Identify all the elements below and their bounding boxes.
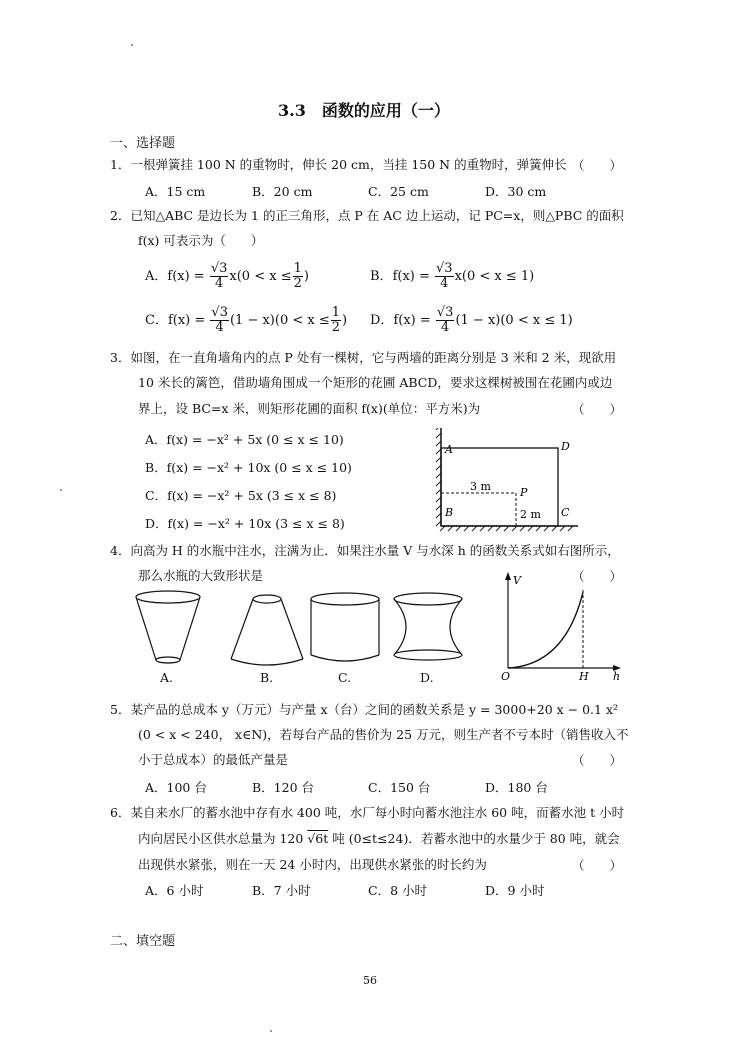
q6-line3: 出现供水紧张，则在一天 24 小时内，出现供水紧张的时长约为	[138, 857, 487, 872]
fraction: $\frac{√3}{4}$	[210, 261, 228, 291]
q2-line1: 2．已知△ABC 是边长为 1 的正三角形，点 P 在 AC 边上运动，记 PC=x，则△PBC 的面积	[110, 208, 624, 223]
q3-line1: 3．如图，在一直角墙角内的点 P 处有一棵树，它与两墙的距离分别是 3 米和 2 米，现欲用	[110, 350, 617, 365]
q4-line2: 那么水瓶的大致形状是	[138, 568, 264, 583]
q5-line2: (0 < x < 240， x∈N)，若每台产品的售价为 25 万元，则生产者不亏本时（销售收入不	[138, 727, 629, 742]
label-C: C	[561, 506, 570, 519]
q2-line2: f(x) 可表示为（ ）	[138, 233, 264, 248]
q6-option-c: C．8 小时	[368, 883, 427, 898]
q5-line1: 5．某产品的总成本 y（万元）与产量 x（台）之间的函数关系是 y = 3000+20 x − 0.1 x²	[110, 702, 619, 717]
q1-option-d: D．30 cm	[485, 184, 547, 199]
q1-option-c: C．25 cm	[368, 184, 429, 199]
page-number: 56	[363, 974, 377, 987]
q4-label-b: B.	[260, 670, 274, 685]
section-heading-choice: 一、选择题	[110, 136, 176, 151]
axis-label-V: V	[513, 574, 521, 587]
section-heading-fill-in: 二、填空题	[110, 934, 176, 949]
fraction: $\frac{√3}{4}$	[211, 305, 228, 335]
q4-label-d: D.	[420, 670, 434, 685]
label-A: A	[445, 443, 453, 456]
scan-speck	[270, 1030, 272, 1032]
q3-option-b: B．f(x) = −x² + 10x (0 ≤ x ≤ 10)	[145, 460, 352, 475]
v-h-curve	[508, 592, 583, 668]
origin-label-O: O	[501, 670, 511, 683]
q3-garden-figure	[428, 428, 598, 538]
fraction: $\frac{1}{2}$	[331, 305, 341, 335]
sqrt-6t: √6t	[307, 831, 329, 846]
q6-option-b: B．7 小时	[252, 883, 311, 898]
q5-option-b: B．120 台	[252, 780, 315, 795]
q6-option-d: D．9 小时	[485, 883, 545, 898]
q5-answer-bracket: （ ）	[572, 753, 623, 768]
q2-option-d: D．f(x) = $\frac{√3}{4}$ (1 − x)(0 < x ≤ 1)	[370, 305, 573, 335]
v-axis-arrow	[505, 572, 511, 580]
q5-line3: 小于总成本）的最低产量是	[138, 752, 289, 767]
q4-label-a: A.	[160, 670, 174, 685]
tick-label-H: H	[579, 670, 589, 683]
q4-label-c: C.	[338, 670, 352, 685]
label-3m: 3 m	[470, 480, 491, 493]
bottle-c-shape	[311, 593, 379, 661]
q3-option-a: A．f(x) = −x² + 5x (0 ≤ x ≤ 10)	[145, 432, 344, 447]
q1-option-a: A．15 cm	[145, 184, 206, 199]
q2-option-c: C．f(x) = $\frac{√3}{4}$ (1 − x)(0 < x ≤ $\frac{1}{2}$ )	[145, 305, 348, 335]
q3-line3: 界上，设 BC=x 米，则矩形花圃的面积 f(x)(单位：平方米)为	[138, 401, 481, 416]
bottle-b-shape	[231, 595, 303, 665]
q2-option-b: B．f(x) = $\frac{√3}{4}$ x(0 < x ≤ 1)	[370, 261, 535, 291]
q6-line2: 内向居民小区供水总量为 120 √6t 吨 (0≤t≤24)．若蓄水池中的水量少于 80 吨，就会	[138, 831, 620, 846]
q3-answer-bracket: （ ）	[572, 402, 623, 417]
fraction: $\frac{√3}{4}$	[436, 261, 453, 291]
q6-line1: 6．某自来水厂的蓄水池中存有水 400 吨，水厂每小时向蓄水池注水 60 吨，而蓄水池 t 小时	[110, 805, 625, 820]
label-D: D	[561, 440, 570, 453]
scan-speck	[131, 44, 133, 46]
fraction: $\frac{√3}{4}$	[436, 305, 454, 335]
q5-option-a: A．100 台	[145, 780, 207, 795]
q1-text: 1．一根弹簧挂 100 N 的重物时，伸长 20 cm，当挂 150 N 的重物时，弹簧伸长	[110, 157, 567, 172]
q4-answer-bracket: （ ）	[572, 569, 623, 584]
q5-option-c: C．150 台	[368, 780, 431, 795]
q1-option-b: B．20 cm	[252, 184, 313, 199]
q4-bottle-shapes	[128, 585, 488, 685]
q2-option-a: A．f(x) = $\frac{√3}{4}$ x(0 < x ≤ $\frac{1}{2}$ )	[145, 261, 309, 291]
q4-volume-depth-graph	[495, 570, 625, 685]
q4-line1: 4．向高为 H 的水瓶中注水，注满为止．如果注水量 V 与水深 h 的函数关系式如右图所示，	[110, 543, 620, 558]
bottle-a-shape	[136, 591, 200, 663]
q6-answer-bracket: （ ）	[572, 858, 623, 873]
q3-option-d: D．f(x) = −x² + 10x (3 ≤ x ≤ 8)	[145, 516, 345, 531]
label-B: B	[445, 506, 454, 519]
axis-label-h: h	[613, 670, 621, 683]
label-P: P	[520, 486, 528, 499]
label-2m: 2 m	[520, 508, 541, 521]
q5-option-d: D．180 台	[485, 780, 548, 795]
fraction: $\frac{1}{2}$	[293, 261, 302, 291]
q6-option-a: A．6 小时	[145, 883, 204, 898]
q3-line2: 10 米长的篱笆，借助墙角围成一个矩形的花圃 ABCD，要求这棵树被围在花圃内或边	[138, 375, 613, 390]
bottle-d-shape	[394, 593, 462, 660]
q1-answer-bracket: （ ）	[572, 158, 623, 173]
q3-option-c: C．f(x) = −x² + 5x (3 ≤ x ≤ 8)	[145, 488, 337, 503]
scan-speck	[60, 489, 62, 491]
page-title: 3.3 函数的应用（一）	[278, 101, 450, 120]
